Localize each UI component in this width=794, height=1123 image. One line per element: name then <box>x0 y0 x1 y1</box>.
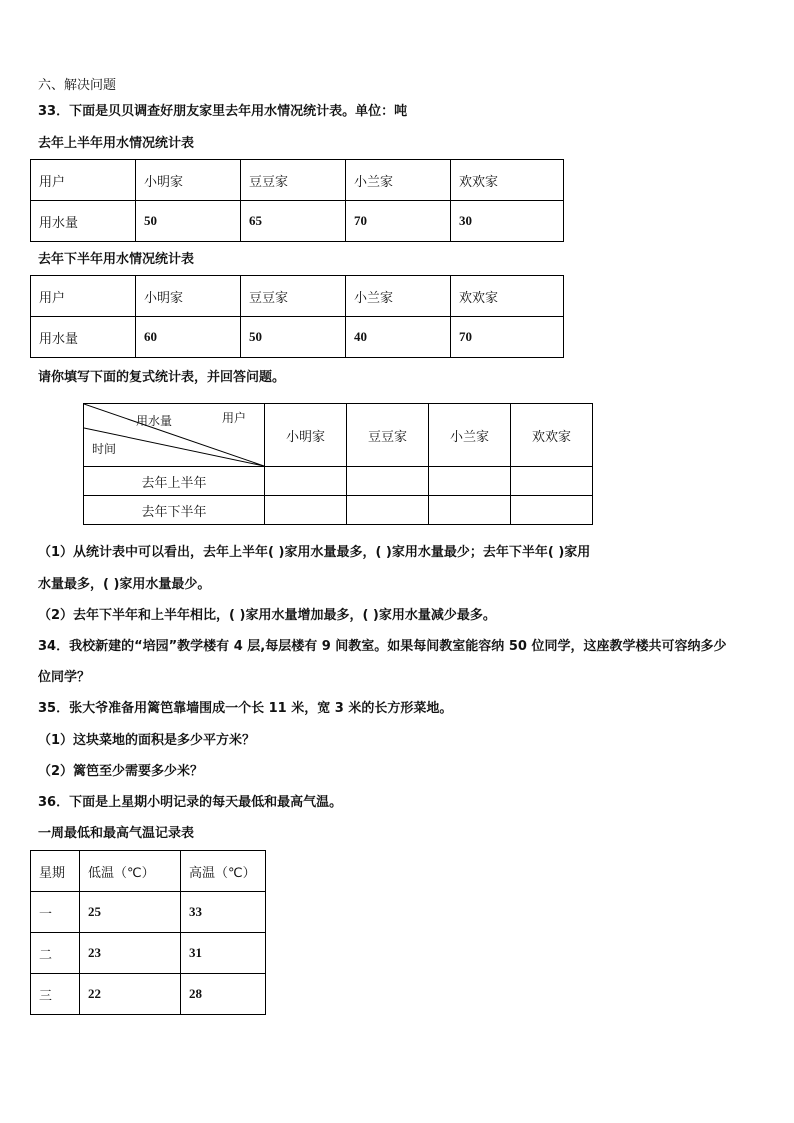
composite-empty-cell[interactable] <box>265 496 347 525</box>
table1-header-cell: 小明家 <box>136 160 241 201</box>
q34-line2: 位同学？ <box>38 670 91 685</box>
temp-day-cell: 二 <box>31 933 80 974</box>
temp-low-cell: 22 <box>80 974 181 1015</box>
table1-header-cell: 用户 <box>31 160 136 201</box>
table2 <box>30 275 564 358</box>
table2-title: 去年下半年用水情况统计表 <box>38 252 195 267</box>
q35-line1: 35．张大爷准备用篱笆靠墙围成一个长 11 米，宽 3 米的长方形菜地。 <box>38 701 453 716</box>
composite-empty-cell[interactable] <box>265 467 347 496</box>
table2-cell: 70 <box>451 317 564 358</box>
table2-row-label: 用水量 <box>31 317 136 358</box>
table1-cell: 30 <box>451 201 564 242</box>
table2-header-cell: 小明家 <box>136 276 241 317</box>
composite-col-header: 小明家 <box>265 404 347 467</box>
composite-empty-cell[interactable] <box>511 467 593 496</box>
temp-high-cell: 33 <box>181 892 266 933</box>
q33-intro: 33．下面是贝贝调查好朋友家里去年用水情况统计表。单位：吨 <box>38 104 408 119</box>
table1-title: 去年上半年用水情况统计表 <box>38 136 195 151</box>
diagonal-header-cell <box>84 404 265 467</box>
temp-header-cell: 星期 <box>31 851 80 892</box>
q33-sub1-line1: （1）从统计表中可以看出，去年上半年( )家用水量最多，( )家用水量最少；去年下半年( )家用 <box>38 545 591 560</box>
diag-label-water: 用水量 <box>136 414 173 428</box>
q35-sub2: （2）篱笆至少需要多少米？ <box>38 764 204 779</box>
q33-sub1-line2: 水量最多，( )家用水量最少。 <box>38 577 211 592</box>
table1-header-cell: 豆豆家 <box>241 160 346 201</box>
composite-row-label: 去年下半年 <box>84 496 265 525</box>
table1-header-cell: 小兰家 <box>346 160 451 201</box>
composite-col-header: 欢欢家 <box>511 404 593 467</box>
table1-cell: 65 <box>241 201 346 242</box>
table2-cell: 40 <box>346 317 451 358</box>
table1-row-label: 用水量 <box>31 201 136 242</box>
temperature-table <box>30 850 266 1015</box>
diag-label-user: 用户 <box>222 411 247 425</box>
table2-cell: 60 <box>136 317 241 358</box>
table2-header-cell: 欢欢家 <box>451 276 564 317</box>
table2-header-cell: 用户 <box>31 276 136 317</box>
table1-cell: 70 <box>346 201 451 242</box>
composite-col-header: 豆豆家 <box>347 404 429 467</box>
temp-low-cell: 23 <box>80 933 181 974</box>
composite-row-label: 去年上半年 <box>84 467 265 496</box>
composite-col-header: 小兰家 <box>429 404 511 467</box>
q33-sub2: （2）去年下半年和上半年相比，( )家用水量增加最多，( )家用水量减少最多。 <box>38 608 496 623</box>
temp-day-cell: 三 <box>31 974 80 1015</box>
q35-sub1: （1）这块菜地的面积是多少平方米？ <box>38 733 256 748</box>
temp-high-cell: 28 <box>181 974 266 1015</box>
q33-instruction: 请你填写下面的复式统计表，并回答问题。 <box>38 370 286 385</box>
temp-header-cell: 低温（℃） <box>80 851 181 892</box>
composite-empty-cell[interactable] <box>429 496 511 525</box>
temp-header-cell: 高温（℃） <box>181 851 266 892</box>
temp-low-cell: 25 <box>80 892 181 933</box>
q36-table-title: 一周最低和最高气温记录表 <box>38 826 195 841</box>
q36-intro: 36．下面是上星期小明记录的每天最低和最高气温。 <box>38 795 343 810</box>
section-title: 六、解决问题 <box>38 78 117 93</box>
table2-cell: 50 <box>241 317 346 358</box>
table2-header-cell: 小兰家 <box>346 276 451 317</box>
table1-cell: 50 <box>136 201 241 242</box>
diag-label-time: 时间 <box>92 442 117 456</box>
table1-header-cell: 欢欢家 <box>451 160 564 201</box>
temp-day-cell: 一 <box>31 892 80 933</box>
table1 <box>30 159 564 242</box>
q34-line1: 34．我校新建的“培园”教学楼有 4 层,每层楼有 9 间教室。如果每间教室能容纳 50 位同学，这座教学楼共可容纳多少 <box>38 639 727 654</box>
composite-empty-cell[interactable] <box>429 467 511 496</box>
composite-table <box>83 403 593 525</box>
temp-high-cell: 31 <box>181 933 266 974</box>
composite-empty-cell[interactable] <box>347 496 429 525</box>
composite-empty-cell[interactable] <box>347 467 429 496</box>
table2-header-cell: 豆豆家 <box>241 276 346 317</box>
composite-empty-cell[interactable] <box>511 496 593 525</box>
